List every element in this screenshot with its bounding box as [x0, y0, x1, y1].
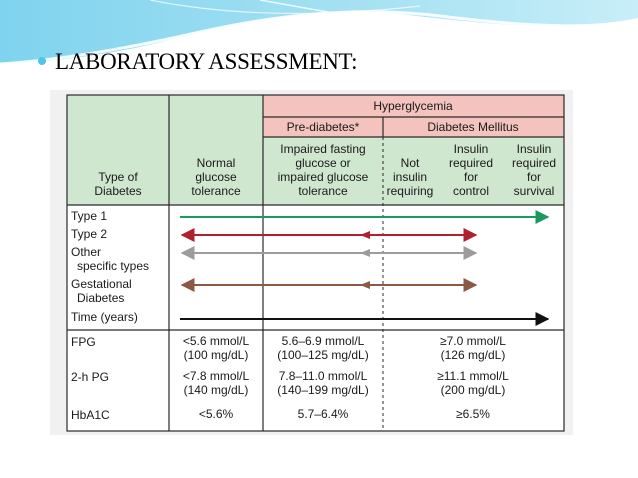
normal-line1: Normal [196, 156, 236, 170]
fpg-label: FPG [71, 335, 96, 349]
type-of-diabetes-line2: Diabetes [94, 184, 142, 198]
type2-label: Type 2 [71, 227, 108, 241]
pg2h-prediabetes-line1: 7.8–11.0 mmol/L [278, 369, 368, 383]
impaired-line1: Impaired fasting [280, 142, 366, 156]
pg2h-normal-line1: <7.8 mmol/L [182, 369, 250, 383]
hba1c-prediabetes: 5.7–6.4% [297, 407, 349, 421]
impaired-line2: glucose or [295, 156, 351, 170]
other-label-line2: specific types [77, 259, 150, 273]
fpg-normal-line1: <5.6 mmol/L [182, 334, 250, 348]
pg2h-label: 2-h PG [71, 370, 110, 384]
fpg-prediabetes-line1: 5.6–6.9 mmol/L [281, 334, 365, 348]
gestational-label-line1: Gestational [71, 277, 132, 291]
hba1c-diabetes: ≥6.5% [456, 407, 490, 421]
not-insulin-line1: Not [400, 156, 420, 170]
time-label: Time (years) [71, 310, 138, 324]
insulin-survival-line2: required [511, 156, 557, 170]
insulin-control-line4: control [452, 184, 490, 198]
impaired-line3: impaired glucose [277, 170, 369, 184]
type1-label: Type 1 [71, 209, 108, 223]
insulin-survival-line1: Insulin [516, 142, 552, 156]
diabetes-mellitus-label: Diabetes Mellitus [427, 120, 519, 134]
impaired-line4: tolerance [298, 184, 348, 198]
fpg-diabetes-line1: ≥7.0 mmol/L [440, 334, 506, 348]
hba1c-label: HbA1C [71, 408, 110, 422]
type-of-diabetes-line1: Type of [98, 170, 138, 184]
prediabetes-label: Pre-diabetes* [286, 120, 360, 134]
slide-title-text: LABORATORY ASSESSMENT: [55, 49, 358, 74]
not-insulin-line3: requiring [386, 184, 434, 198]
diabetes-classification-table [50, 90, 573, 435]
hba1c-normal: <5.6% [198, 407, 234, 421]
bullet-icon [38, 57, 46, 65]
hyperglycemia-label: Hyperglycemia [373, 99, 453, 113]
diabetes-classification-figure [50, 90, 573, 435]
normal-line2: glucose [195, 170, 237, 184]
pg2h-prediabetes-line2: (140–199 mg/dL) [277, 383, 369, 397]
other-label-line1: Other [71, 245, 102, 259]
pg2h-normal-line2: (140 mg/dL) [183, 383, 249, 397]
insulin-control-line1: Insulin [453, 142, 489, 156]
pg2h-diabetes-line1: ≥11.1 mmol/L [437, 369, 509, 383]
insulin-survival-line4: survival [513, 184, 555, 198]
gestational-label-line2: Diabetes [77, 291, 125, 305]
not-insulin-line2: insulin [392, 170, 428, 184]
insulin-control-line2: required [448, 156, 494, 170]
fpg-diabetes-line2: (126 mg/dL) [440, 348, 506, 362]
insulin-control-line3: for [463, 170, 479, 184]
pg2h-diabetes-line2: (200 mg/dL) [440, 383, 506, 397]
fpg-prediabetes-line2: (100–125 mg/dL) [277, 348, 369, 362]
insulin-survival-line3: for [526, 170, 542, 184]
normal-line3: tolerance [191, 184, 241, 198]
fpg-normal-line2: (100 mg/dL) [183, 348, 249, 362]
slide-title [38, 49, 357, 75]
